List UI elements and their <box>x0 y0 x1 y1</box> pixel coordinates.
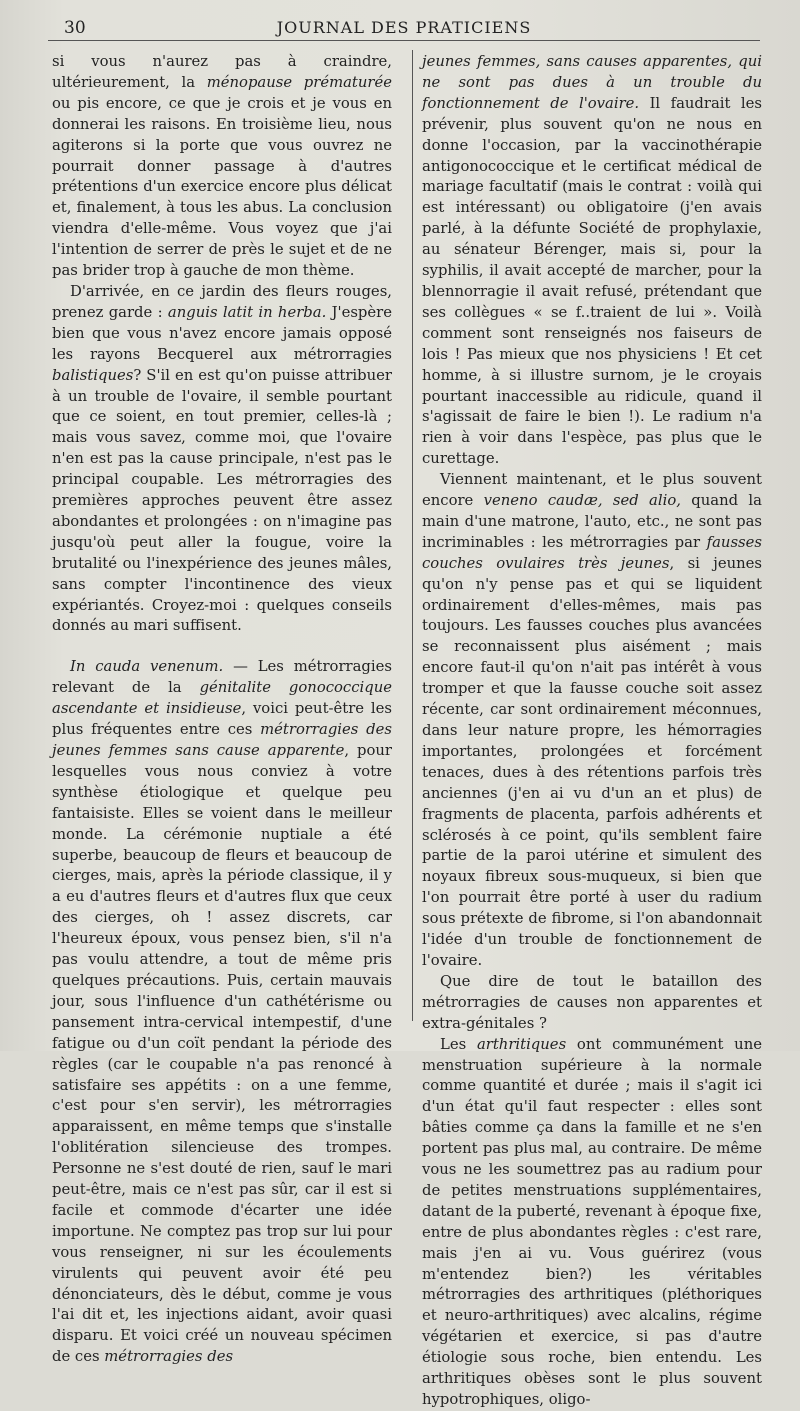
column-divider <box>412 50 413 1021</box>
paragraph <box>52 52 392 282</box>
text-run: ont communément une menstruation supérieure à la normale comme quantité et durée ; mais il s'agit ici d'un état qu'il faut respecter : elles sont bâties comme ça dans la famille et ne s'en portent pas plus mal, au contraire. De même vous ne les soumettrez pas au radium pour de petites menstruations supplémentaires, datant de la puberté, revenant à époque fixe, entre de plus abondantes règles : c'est rare, mais j'en ai vu. Vous guérirez (vous m'entendez bien?) les véritables métrorragies des arthritiques (pléthoriques et neuro-arthritiques) avec alcalins, régime végétarien et exercice, si pas d'autre étiologie sous roche, bien entendu. Les arthritiques obèses sont le plus souvent hypotrophiques, oligo- <box>422 1035 762 1408</box>
text-run: , pour lesquelles vous nous conviez à votre synthèse étiologique et quelque peu fantaisiste. Elles se voient dans le meilleur monde. La cérémonie nuptiale a été superbe, beaucoup de fleurs et beaucoup de cierges, mais, après la période classique, il y a eu d'autres fleurs et d'autres flux que ceux des cierges, oh ! assez discrets, car l'heureux époux, vous pensez bien, s'il n'a pas voulu attendre, a tout de même pris quelques précautions. Puis, certain mauvais jour, sous l'influence d'un cathétérisme ou pansement intra-cervical intempestif, d'une fatigue ou d'un coït pendant la période des règles (car le coupable n'a pas renoncé à satisfaire ses appétits : on a une femme, c'est pour s'en servir), les métrorragies apparaissent, en même temps que s'installe l'oblitération silencieuse des trompes. Personne ne s'est douté de rien, sauf le mari peut-être, mais ce n'est pas sûr, car il est si facile et commode d'écarter une idée importune. Ne comptez pas trop sur lui pour vous renseigner, ni sur les écoulements virulents qui peuvent avoir été peu dénonciateurs, dès le début, comme je vous l'ai dit et, les injections aidant, avoir quasi disparu. Et voici créé un nouveau spécimen de ces <box>52 742 392 1366</box>
paragraph <box>422 52 762 470</box>
section-paragraph <box>52 657 392 1368</box>
text-run: Que dire de tout le bataillon des métrorragies de causes non apparentes et extra-génitales ? <box>422 972 762 1032</box>
page-number: 30 <box>64 18 86 38</box>
italic-text: ménopause prématurée <box>206 73 392 91</box>
left-column <box>52 52 393 1366</box>
text-run: ou pis encore, ce que je crois et je vous en donnerai les raisons. En troisième lieu, nous agiterons si la porte que vous ouvrez ne pourrait donner passage à d'autres prétentions d'un exercice encore plus délicat et, finalement, à tous les abus. La conclusion viendra d'elle-même. Vous voyez que j'ai l'intention de serrer de près le sujet et de ne pas brider trop à gauche de mon thème. <box>52 94 392 280</box>
text-run: Viennent maintenant, et le plus souvent encore <box>422 471 762 510</box>
running-title: JOURNAL DES PRATICIENS <box>276 18 532 37</box>
text-run: , si jeunes qu'on n'y pense pas et qui se liquident ordinairement d'elles-mêmes, mais pas toujours. Les fausses couches plus avancées se reconnaissent plus aisément ; mais encore faut-il qu'on n'ait pas intérêt à vous tromper et que la fausse couche soit assez récente, car sont ordinairement méconnues, dans leur nature propre, les hémorragies importantes, prolongées et forcément tenaces, dues à des rétentions parfois très anciennes (j'en ai vu d'un an et plus) de fragments de placenta, parfois adhérents et sclérosés à ce point, qu'ils semblent faire partie de la paroi utérine et simulent des noyaux fibreux sous-muqueux, si bien que l'on pourrait être porté à user du radium sous prétexte de fibrome, si l'on abandonnait l'idée d'un trouble de fonctionnement de l'ovaire. <box>422 554 762 969</box>
paragraph <box>422 1035 762 1411</box>
italic-text: métrorragies des <box>104 1348 234 1366</box>
italic-text: anguis latit in herba. <box>167 303 327 321</box>
text-run: si vous n'aurez pas à craindre, ultérieurement, la <box>52 53 392 91</box>
italic-text: génitalite gonococcique ascendante et insidieuse <box>52 679 392 718</box>
italic-text: In cauda venenum. <box>70 658 224 676</box>
right-column <box>422 52 762 1408</box>
italic-text: jeunes femmes, sans causes apparentes, qui ne sont pas dues à un trouble du fonctionnement de l'ovaire. <box>422 53 762 112</box>
paragraph <box>422 470 762 972</box>
paragraph <box>422 972 762 1035</box>
italic-text: veneno caudæ, sed alio, <box>483 492 681 510</box>
text-run: Les <box>440 1035 477 1053</box>
paragraph <box>52 282 392 637</box>
italic-text: fausses couches ovulaires très jeunes <box>422 533 762 572</box>
text-run: — Les métrorragies relevant de la <box>52 658 392 697</box>
text-run: J'espère bien que vous n'avez encore jamais opposé les rayons Becquerel aux métrorragies <box>52 303 392 363</box>
italic-text: arthritiques <box>476 1035 567 1053</box>
text-run: Il faudrait les prévenir, plus souvent qu'on ne nous en donne l'occasion, par la vaccinothérapie antigonococcique et le certificat médical de mariage facultatif (mais le contrat : voilà qui est intéressant) ou obligatoire (j'en avais parlé, à la défunte Société de prophylaxie, au sénateur Bérenger, mais si, pour la syphilis, il avait accepté de marcher, pour la blennorragie il avait refusé, prétendant que ses collègues « se f..traient de lui ». Voilà comment sont renseignés nos faiseurs de lois ! Pas mieux que nos physiciens ! Et cet homme, à si illustre surnom, je le croyais pourtant inaccessible au ridicule, quand il s'agissait de faire le bien !). Le radium n'a rien à voir dans l'espèce, pas plus que le curettage. <box>422 94 762 468</box>
text-run: ? S'il en est qu'on puisse attribuer à un trouble de l'ovaire, il semble pourtant que ce soient, en tout premier, celles-là ; mais vous savez, comme moi, que l'ovaire n'en est pas la cause principale, n'est pas le principal coupable. Les métrorragies des premières approches peuvent être assez abondantes et prolongées : on n'imagine pas jusqu'où peut aller la fougue, voire la brutalité ou l'inexpérience des jeunes mâles, sans compter l'incontinence des vieux expériantés. Croyez-moi : quelques conseils donnés au mari suffisent. <box>52 366 392 635</box>
text-run: D'arrivée, en ce jardin des fleurs rouges, prenez garde : <box>52 282 392 321</box>
text-run: , voici peut-être les plus fréquentes entre ces <box>52 700 392 739</box>
text-run: quand la main d'une matrone, l'auto, etc., ne sont pas incriminables : les métrorragies par <box>422 492 762 551</box>
italic-text: métrorragies des jeunes femmes sans cause apparente <box>52 721 393 759</box>
italic-text: balistiques <box>52 366 134 384</box>
page-header <box>48 14 760 41</box>
